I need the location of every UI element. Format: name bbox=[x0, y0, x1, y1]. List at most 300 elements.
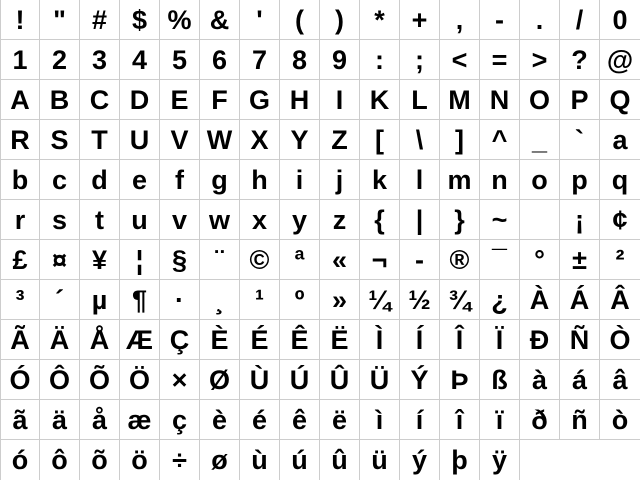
glyph-cell[interactable] bbox=[520, 200, 560, 240]
glyph: Ï bbox=[495, 325, 504, 355]
glyph-cell[interactable] bbox=[240, 80, 280, 120]
glyph-cell[interactable] bbox=[160, 440, 200, 480]
glyph-cell[interactable] bbox=[400, 200, 440, 240]
glyph: / bbox=[575, 5, 584, 35]
glyph-cell[interactable] bbox=[80, 280, 120, 320]
glyph-cell[interactable] bbox=[200, 280, 240, 320]
glyph-cell[interactable] bbox=[320, 400, 360, 440]
glyph-cell[interactable] bbox=[280, 280, 320, 320]
glyph-cell[interactable] bbox=[400, 320, 440, 360]
glyph-cell[interactable] bbox=[320, 320, 360, 360]
glyph-cell[interactable] bbox=[400, 120, 440, 160]
glyph: ® bbox=[449, 245, 470, 275]
glyph-cell[interactable] bbox=[360, 360, 400, 400]
glyph: p bbox=[571, 165, 588, 195]
glyph-cell[interactable] bbox=[440, 160, 480, 200]
glyph-cell[interactable] bbox=[600, 320, 640, 360]
glyph-cell[interactable] bbox=[480, 160, 520, 200]
glyph-cell[interactable] bbox=[320, 200, 360, 240]
glyph: Z bbox=[331, 125, 348, 155]
glyph: ~ bbox=[491, 205, 508, 235]
glyph: è bbox=[211, 405, 228, 435]
glyph-cell[interactable] bbox=[0, 360, 40, 400]
glyph: æ bbox=[127, 405, 152, 435]
glyph-cell[interactable] bbox=[400, 40, 440, 80]
glyph-cell[interactable] bbox=[240, 200, 280, 240]
glyph-cell[interactable] bbox=[80, 360, 120, 400]
glyph-cell[interactable] bbox=[280, 80, 320, 120]
glyph-cell[interactable] bbox=[160, 320, 200, 360]
glyph-cell[interactable] bbox=[480, 120, 520, 160]
glyph-cell[interactable] bbox=[520, 160, 560, 200]
glyph-cell[interactable] bbox=[520, 80, 560, 120]
glyph-cell[interactable] bbox=[600, 280, 640, 320]
glyph: I bbox=[335, 85, 344, 115]
glyph-cell[interactable] bbox=[0, 440, 40, 480]
glyph-cell[interactable] bbox=[120, 0, 160, 40]
glyph: D bbox=[129, 85, 150, 115]
glyph-cell[interactable] bbox=[120, 240, 160, 280]
glyph-cell[interactable] bbox=[40, 280, 80, 320]
glyph-cell[interactable] bbox=[440, 240, 480, 280]
glyph-cell[interactable] bbox=[400, 160, 440, 200]
glyph-cell[interactable] bbox=[400, 280, 440, 320]
glyph-cell[interactable] bbox=[400, 400, 440, 440]
glyph-cell[interactable] bbox=[280, 0, 320, 40]
glyph: C bbox=[89, 85, 110, 115]
glyph: Ì bbox=[375, 325, 384, 355]
glyph-cell[interactable] bbox=[600, 160, 640, 200]
glyph: Ü bbox=[369, 365, 390, 395]
glyph-cell[interactable] bbox=[120, 320, 160, 360]
glyph-cell[interactable] bbox=[480, 200, 520, 240]
glyph-cell[interactable] bbox=[360, 120, 400, 160]
glyph: Ç bbox=[169, 325, 190, 355]
glyph-cell[interactable] bbox=[320, 240, 360, 280]
glyph-cell[interactable] bbox=[600, 40, 640, 80]
glyph-cell[interactable] bbox=[40, 80, 80, 120]
glyph: É bbox=[250, 325, 269, 355]
glyph: d bbox=[91, 165, 108, 195]
glyph-cell[interactable] bbox=[200, 240, 240, 280]
glyph: Ò bbox=[609, 325, 631, 355]
glyph: o bbox=[531, 165, 548, 195]
glyph-cell[interactable] bbox=[240, 360, 280, 400]
glyph-cell[interactable] bbox=[240, 280, 280, 320]
glyph: Y bbox=[290, 125, 309, 155]
glyph: " bbox=[53, 5, 66, 35]
glyph-cell[interactable] bbox=[440, 40, 480, 80]
glyph-cell[interactable] bbox=[400, 360, 440, 400]
glyph-cell[interactable] bbox=[560, 400, 600, 440]
glyph-cell[interactable] bbox=[560, 0, 600, 40]
glyph-cell[interactable] bbox=[200, 320, 240, 360]
glyph-cell[interactable] bbox=[120, 160, 160, 200]
glyph: < bbox=[451, 45, 468, 75]
glyph-cell[interactable] bbox=[400, 240, 440, 280]
glyph: ± bbox=[572, 245, 587, 275]
glyph: r bbox=[14, 205, 26, 235]
glyph-cell[interactable] bbox=[40, 0, 80, 40]
glyph-cell[interactable] bbox=[360, 320, 400, 360]
glyph-cell[interactable] bbox=[320, 280, 360, 320]
glyph: â bbox=[612, 365, 628, 395]
glyph: Û bbox=[329, 365, 350, 395]
glyph-cell[interactable] bbox=[120, 200, 160, 240]
glyph-cell[interactable] bbox=[280, 200, 320, 240]
glyph-cell[interactable] bbox=[400, 0, 440, 40]
glyph: g bbox=[211, 165, 228, 195]
glyph-cell[interactable] bbox=[520, 280, 560, 320]
glyph-cell[interactable] bbox=[160, 0, 200, 40]
glyph-cell[interactable] bbox=[200, 40, 240, 80]
glyph: \ bbox=[415, 125, 424, 155]
glyph-cell[interactable] bbox=[320, 0, 360, 40]
glyph-cell[interactable] bbox=[600, 80, 640, 120]
glyph: Î bbox=[455, 325, 464, 355]
glyph: 5 bbox=[171, 45, 188, 75]
glyph-cell[interactable] bbox=[560, 240, 600, 280]
glyph: ì bbox=[375, 405, 384, 435]
glyph-cell[interactable] bbox=[200, 440, 240, 480]
glyph: Õ bbox=[88, 365, 110, 395]
glyph: ä bbox=[51, 405, 68, 435]
glyph-cell[interactable] bbox=[280, 400, 320, 440]
glyph-cell[interactable] bbox=[600, 200, 640, 240]
glyph-cell[interactable] bbox=[520, 240, 560, 280]
glyph: 4 bbox=[131, 45, 148, 75]
glyph: G bbox=[248, 85, 270, 115]
glyph-cell[interactable] bbox=[520, 360, 560, 400]
glyph-cell[interactable] bbox=[440, 320, 480, 360]
glyph: + bbox=[411, 5, 428, 35]
glyph: ö bbox=[131, 445, 148, 475]
glyph: _ bbox=[531, 125, 548, 155]
glyph: Q bbox=[609, 85, 631, 115]
glyph-cell[interactable] bbox=[200, 400, 240, 440]
glyph: ü bbox=[371, 445, 388, 475]
glyph-cell[interactable] bbox=[560, 320, 600, 360]
glyph: 7 bbox=[251, 45, 268, 75]
empty-cell bbox=[560, 440, 600, 480]
glyph: n bbox=[491, 165, 508, 195]
glyph-cell[interactable] bbox=[360, 80, 400, 120]
glyph: ß bbox=[491, 365, 508, 395]
glyph-cell[interactable] bbox=[80, 320, 120, 360]
glyph: j bbox=[335, 165, 344, 195]
glyph-cell[interactable] bbox=[160, 400, 200, 440]
glyph-cell[interactable] bbox=[120, 360, 160, 400]
glyph: » bbox=[331, 285, 348, 315]
glyph-cell[interactable] bbox=[560, 200, 600, 240]
glyph: Ý bbox=[410, 365, 429, 395]
glyph: = bbox=[491, 45, 508, 75]
glyph: ú bbox=[291, 445, 308, 475]
glyph-cell[interactable] bbox=[480, 400, 520, 440]
glyph: ª bbox=[294, 245, 305, 275]
glyph: ô bbox=[51, 445, 68, 475]
glyph: Æ bbox=[126, 325, 153, 355]
glyph-cell[interactable] bbox=[320, 440, 360, 480]
glyph-cell[interactable] bbox=[600, 0, 640, 40]
glyph: Â bbox=[610, 285, 630, 315]
glyph-cell[interactable] bbox=[200, 0, 240, 40]
glyph-cell[interactable] bbox=[440, 200, 480, 240]
glyph: ¡ bbox=[575, 205, 584, 235]
glyph-cell[interactable] bbox=[240, 400, 280, 440]
glyph-cell[interactable] bbox=[400, 440, 440, 480]
glyph-cell[interactable] bbox=[560, 280, 600, 320]
glyph-cell[interactable] bbox=[360, 440, 400, 480]
glyph-cell[interactable] bbox=[440, 120, 480, 160]
glyph-cell[interactable] bbox=[520, 400, 560, 440]
glyph-cell[interactable] bbox=[120, 120, 160, 160]
glyph: U bbox=[129, 125, 150, 155]
glyph-cell[interactable] bbox=[0, 320, 40, 360]
glyph: . bbox=[535, 5, 544, 35]
glyph-cell[interactable] bbox=[0, 240, 40, 280]
glyph-cell[interactable] bbox=[320, 40, 360, 80]
glyph-cell[interactable] bbox=[360, 280, 400, 320]
glyph-cell[interactable] bbox=[40, 160, 80, 200]
glyph-cell[interactable] bbox=[440, 360, 480, 400]
glyph-cell[interactable] bbox=[120, 400, 160, 440]
glyph: ( bbox=[295, 5, 304, 35]
glyph: í bbox=[415, 405, 424, 435]
glyph-cell[interactable] bbox=[440, 80, 480, 120]
glyph: Þ bbox=[450, 365, 469, 395]
glyph: ¦ bbox=[135, 245, 144, 275]
glyph-cell[interactable] bbox=[360, 240, 400, 280]
glyph-cell[interactable] bbox=[0, 40, 40, 80]
glyph-cell[interactable] bbox=[80, 80, 120, 120]
glyph-cell[interactable] bbox=[160, 280, 200, 320]
glyph: Ó bbox=[9, 365, 31, 395]
glyph: ¯ bbox=[492, 245, 507, 275]
glyph: ¤ bbox=[51, 245, 68, 275]
glyph: ø bbox=[211, 445, 228, 475]
glyph-cell[interactable] bbox=[280, 40, 320, 80]
glyph: E bbox=[170, 85, 189, 115]
glyph-cell[interactable] bbox=[160, 40, 200, 80]
glyph-cell[interactable] bbox=[360, 0, 400, 40]
glyph: Ê bbox=[290, 325, 309, 355]
glyph: × bbox=[171, 365, 188, 395]
glyph: Ø bbox=[208, 365, 230, 395]
glyph-cell[interactable] bbox=[320, 360, 360, 400]
glyph: û bbox=[331, 445, 348, 475]
glyph-cell[interactable] bbox=[480, 320, 520, 360]
glyph-cell[interactable] bbox=[480, 40, 520, 80]
glyph-cell[interactable] bbox=[440, 0, 480, 40]
glyph-cell[interactable] bbox=[200, 360, 240, 400]
glyph: ¸ bbox=[215, 285, 224, 315]
glyph: ` bbox=[575, 125, 584, 155]
glyph-cell[interactable] bbox=[40, 40, 80, 80]
glyph: ² bbox=[615, 245, 625, 275]
glyph-cell[interactable] bbox=[40, 440, 80, 480]
glyph-cell[interactable] bbox=[80, 240, 120, 280]
glyph-cell[interactable] bbox=[360, 400, 400, 440]
glyph-cell[interactable] bbox=[0, 120, 40, 160]
glyph: T bbox=[91, 125, 108, 155]
glyph: Ä bbox=[49, 325, 70, 355]
glyph-cell[interactable] bbox=[280, 440, 320, 480]
glyph: t bbox=[95, 205, 104, 235]
glyph-cell[interactable] bbox=[480, 440, 520, 480]
glyph-cell[interactable] bbox=[0, 80, 40, 120]
glyph-cell[interactable] bbox=[240, 40, 280, 80]
glyph-cell[interactable] bbox=[480, 240, 520, 280]
glyph: · bbox=[175, 285, 184, 315]
glyph-cell[interactable] bbox=[160, 80, 200, 120]
glyph: « bbox=[331, 245, 348, 275]
glyph-cell[interactable] bbox=[80, 0, 120, 40]
glyph-cell[interactable] bbox=[40, 360, 80, 400]
glyph-cell[interactable] bbox=[560, 160, 600, 200]
glyph-cell[interactable] bbox=[80, 160, 120, 200]
glyph-cell[interactable] bbox=[360, 40, 400, 80]
glyph-cell[interactable] bbox=[0, 280, 40, 320]
glyph: } bbox=[454, 205, 465, 235]
glyph-cell[interactable] bbox=[40, 400, 80, 440]
glyph-cell[interactable] bbox=[120, 440, 160, 480]
glyph-cell[interactable] bbox=[80, 440, 120, 480]
glyph-cell[interactable] bbox=[440, 400, 480, 440]
glyph-cell[interactable] bbox=[600, 240, 640, 280]
glyph-cell[interactable] bbox=[560, 360, 600, 400]
glyph-cell[interactable] bbox=[320, 120, 360, 160]
glyph-cell[interactable] bbox=[280, 160, 320, 200]
glyph-cell[interactable] bbox=[40, 240, 80, 280]
glyph: Ë bbox=[330, 325, 349, 355]
glyph-cell[interactable] bbox=[40, 200, 80, 240]
glyph-cell[interactable] bbox=[160, 240, 200, 280]
glyph-cell[interactable] bbox=[0, 0, 40, 40]
glyph: ý bbox=[411, 445, 428, 475]
glyph: ê bbox=[291, 405, 308, 435]
glyph: m bbox=[447, 165, 472, 195]
glyph: & bbox=[209, 5, 230, 35]
glyph-cell[interactable] bbox=[320, 80, 360, 120]
glyph-cell[interactable] bbox=[480, 360, 520, 400]
glyph-cell[interactable] bbox=[480, 0, 520, 40]
glyph-cell[interactable] bbox=[320, 160, 360, 200]
glyph-cell[interactable] bbox=[160, 360, 200, 400]
glyph-cell[interactable] bbox=[80, 40, 120, 80]
glyph: Ã bbox=[10, 325, 30, 355]
glyph: y bbox=[291, 205, 308, 235]
empty-cell bbox=[520, 440, 560, 480]
glyph: ' bbox=[256, 5, 263, 35]
glyph: { bbox=[374, 205, 385, 235]
glyph: b bbox=[11, 165, 29, 195]
glyph-cell[interactable] bbox=[40, 320, 80, 360]
glyph-cell[interactable] bbox=[560, 80, 600, 120]
glyph: s bbox=[51, 205, 68, 235]
glyph-cell[interactable] bbox=[480, 280, 520, 320]
glyph-cell[interactable] bbox=[360, 160, 400, 200]
glyph: ë bbox=[331, 405, 348, 435]
glyph-cell[interactable] bbox=[440, 440, 480, 480]
glyph: W bbox=[206, 125, 233, 155]
glyph-cell[interactable] bbox=[120, 40, 160, 80]
glyph: # bbox=[91, 5, 108, 35]
glyph-cell[interactable] bbox=[40, 120, 80, 160]
glyph: ½ bbox=[408, 285, 431, 315]
glyph: A bbox=[10, 85, 30, 115]
glyph-cell[interactable] bbox=[600, 120, 640, 160]
glyph-cell[interactable] bbox=[200, 120, 240, 160]
glyph-cell[interactable] bbox=[240, 240, 280, 280]
glyph: 1 bbox=[12, 45, 28, 75]
glyph: ¥ bbox=[91, 245, 108, 275]
glyph: © bbox=[249, 245, 270, 275]
glyph-cell[interactable] bbox=[520, 0, 560, 40]
glyph-cell[interactable] bbox=[160, 200, 200, 240]
glyph-cell[interactable] bbox=[200, 200, 240, 240]
glyph-cell[interactable] bbox=[520, 40, 560, 80]
glyph: S bbox=[50, 125, 69, 155]
glyph-cell[interactable] bbox=[600, 400, 640, 440]
glyph-cell[interactable] bbox=[240, 120, 280, 160]
glyph-cell[interactable] bbox=[280, 320, 320, 360]
glyph-cell[interactable] bbox=[80, 120, 120, 160]
glyph: B bbox=[49, 85, 70, 115]
glyph-cell[interactable] bbox=[240, 440, 280, 480]
glyph-cell[interactable] bbox=[0, 200, 40, 240]
glyph-cell[interactable] bbox=[120, 280, 160, 320]
glyph-cell[interactable] bbox=[560, 40, 600, 80]
glyph-cell[interactable] bbox=[440, 280, 480, 320]
glyph-cell[interactable] bbox=[0, 160, 40, 200]
glyph-cell[interactable] bbox=[80, 200, 120, 240]
glyph-cell[interactable] bbox=[400, 80, 440, 120]
glyph: @ bbox=[606, 45, 634, 75]
glyph-cell[interactable] bbox=[240, 320, 280, 360]
glyph-cell[interactable] bbox=[480, 80, 520, 120]
glyph: > bbox=[531, 45, 548, 75]
glyph-cell[interactable] bbox=[0, 400, 40, 440]
glyph: ò bbox=[611, 405, 629, 435]
glyph: H bbox=[289, 85, 310, 115]
glyph-cell[interactable] bbox=[240, 160, 280, 200]
glyph-cell[interactable] bbox=[520, 120, 560, 160]
glyph-cell[interactable] bbox=[160, 160, 200, 200]
glyph: ¢ bbox=[612, 205, 628, 235]
glyph: ? bbox=[571, 45, 588, 75]
glyph-cell[interactable] bbox=[280, 240, 320, 280]
glyph-cell[interactable] bbox=[80, 400, 120, 440]
glyph-cell[interactable] bbox=[560, 120, 600, 160]
glyph-cell[interactable] bbox=[280, 360, 320, 400]
glyph: k bbox=[371, 165, 388, 195]
glyph-cell[interactable] bbox=[360, 200, 400, 240]
glyph-cell[interactable] bbox=[200, 80, 240, 120]
glyph-cell[interactable] bbox=[120, 80, 160, 120]
glyph-cell[interactable] bbox=[160, 120, 200, 160]
glyph-cell[interactable] bbox=[600, 360, 640, 400]
glyph: Ú bbox=[289, 365, 310, 395]
glyph-cell[interactable] bbox=[200, 160, 240, 200]
glyph: X bbox=[250, 125, 269, 155]
glyph: ¾ bbox=[448, 285, 471, 315]
glyph-cell[interactable] bbox=[280, 120, 320, 160]
glyph-cell[interactable] bbox=[520, 320, 560, 360]
glyph: Ö bbox=[128, 365, 150, 395]
glyph-cell[interactable] bbox=[240, 0, 280, 40]
glyph: q bbox=[611, 165, 629, 195]
